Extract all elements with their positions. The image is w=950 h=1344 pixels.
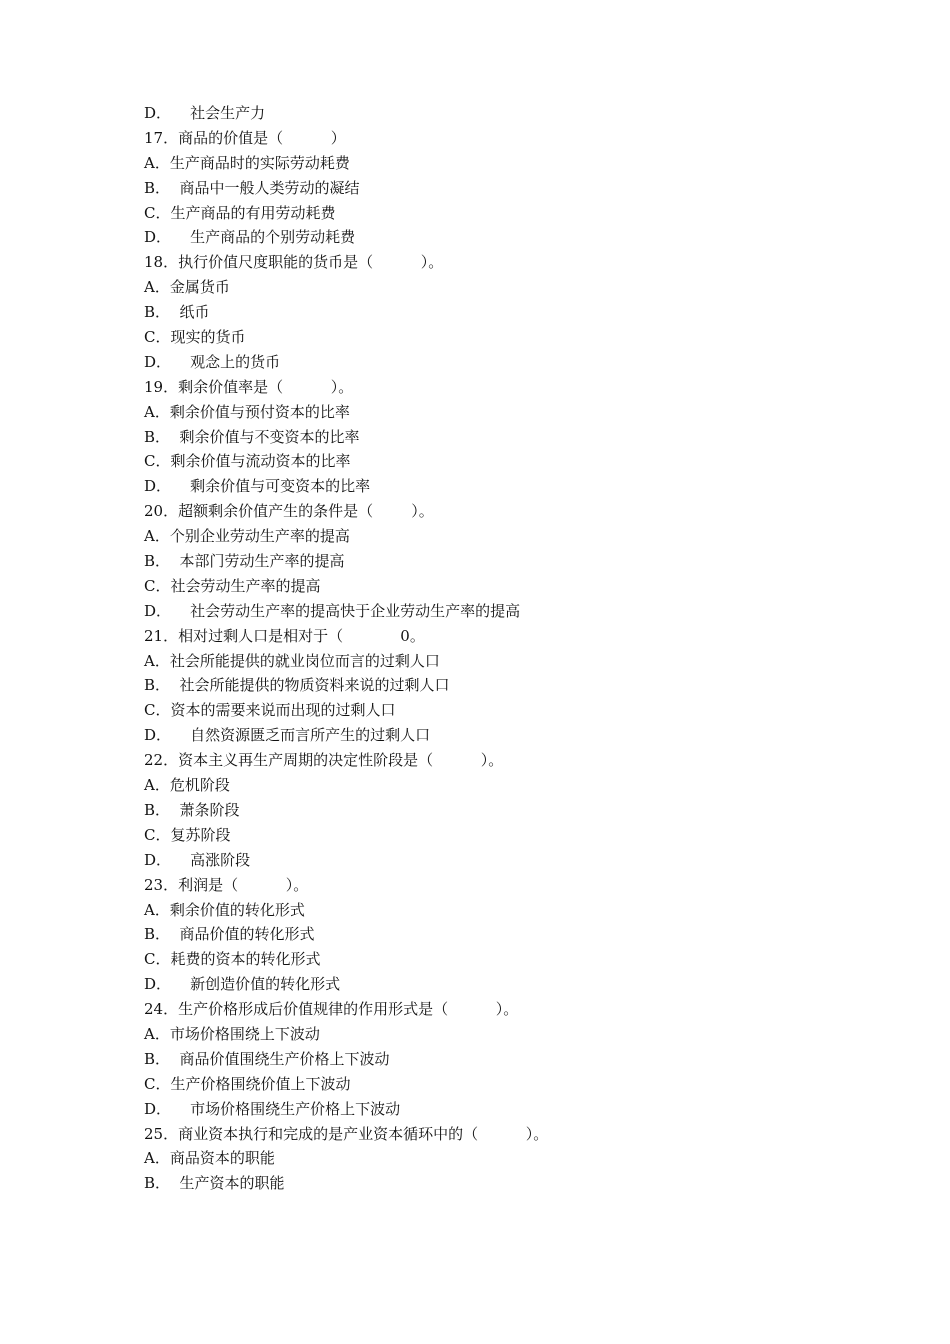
option-c-line: C．复苏阶段 [144,825,231,844]
option-a-line: A．个别企业劳动生产率的提高 [144,527,350,546]
option-d-line: D． 剩余价值与可变资本的比率 [144,477,371,496]
option-a-line: A．市场价格围绕上下波动 [144,1024,320,1043]
option-b-line: B． 社会所能提供的物质资料来说的过剩人口 [144,676,450,695]
option-a-line: A．金属货币 [144,278,230,297]
option-c-line: C．生产价格围绕价值上下波动 [144,1074,351,1093]
option-d-line: D． 生产商品的个别劳动耗费 [144,228,356,247]
option-b-line: B． 商品价值围绕生产价格上下波动 [144,1049,390,1068]
option-c-line: C．资本的需要来说而出现的过剩人口 [144,701,396,720]
option-d-line: D． 自然资源匮乏而言所产生的过剩人口 [144,726,431,745]
option-b-line: B． 商品中一般人类劳动的凝结 [144,178,360,197]
question-22: 22．资本主义再生产周期的决定性阶段是（ ）。 [144,751,504,770]
option-a-line: A．剩余价值的转化形式 [144,900,305,919]
question-20: 20．超额剩余价值产生的条件是（ ）。 [144,502,434,521]
question-18: 18．执行价值尺度职能的货币是（ ）。 [144,253,444,272]
option-a-line: A．剩余价值与预付资本的比率 [144,402,350,421]
option-b-line: B． 本部门劳动生产率的提高 [144,552,345,571]
question-21: 21．相对过剩人口是相对于（ 0。 [144,626,425,645]
question-24: 24．生产价格形成后价值规律的作用形式是（ ）。 [144,1000,519,1019]
option-b-line: B． 纸币 [144,303,210,322]
option-a-line: A．社会所能提供的就业岗位而言的过剩人口 [144,651,440,670]
option-b-line: B． 剩余价值与不变资本的比率 [144,427,360,446]
option-d-line: D． 高涨阶段 [144,850,251,869]
question-25: 25．商业资本执行和完成的是产业资本循环中的（ ）。 [144,1124,549,1143]
question-23: 23．利润是（ ）。 [144,875,309,894]
option-b-line: B． 商品价值的转化形式 [144,925,315,944]
option-b-line: B． 生产资本的职能 [144,1174,285,1193]
option-a-line: A．商品资本的职能 [144,1149,275,1168]
option-c-line: C．现实的货币 [144,328,246,347]
option-d-line: D． 市场价格围绕生产价格上下波动 [144,1099,401,1118]
question-19: 19．剩余价值率是（ ）。 [144,377,354,396]
option-c-line: C．耗费的资本的转化形式 [144,950,321,969]
option-c-line: C．生产商品的有用劳动耗费 [144,203,336,222]
option-d-line: D． 社会生产力 [144,104,266,122]
option-c-line: C．社会劳动生产率的提高 [144,576,321,595]
option-c-line: C．剩余价值与流动资本的比率 [144,452,351,471]
option-d-line: D． 新创造价值的转化形式 [144,975,341,994]
option-b-line: B． 萧条阶段 [144,800,240,819]
option-a-line: A．生产商品时的实际劳动耗费 [144,153,350,172]
question-list [144,101,864,1196]
option-d-line: D． 社会劳动生产率的提高快于企业劳动生产率的提高 [144,601,521,620]
question-17: 17．商品的价值是（ ） [144,128,346,147]
option-a-line: A．危机阶段 [144,776,230,795]
option-d-line: D． 观念上的货币 [144,352,281,371]
